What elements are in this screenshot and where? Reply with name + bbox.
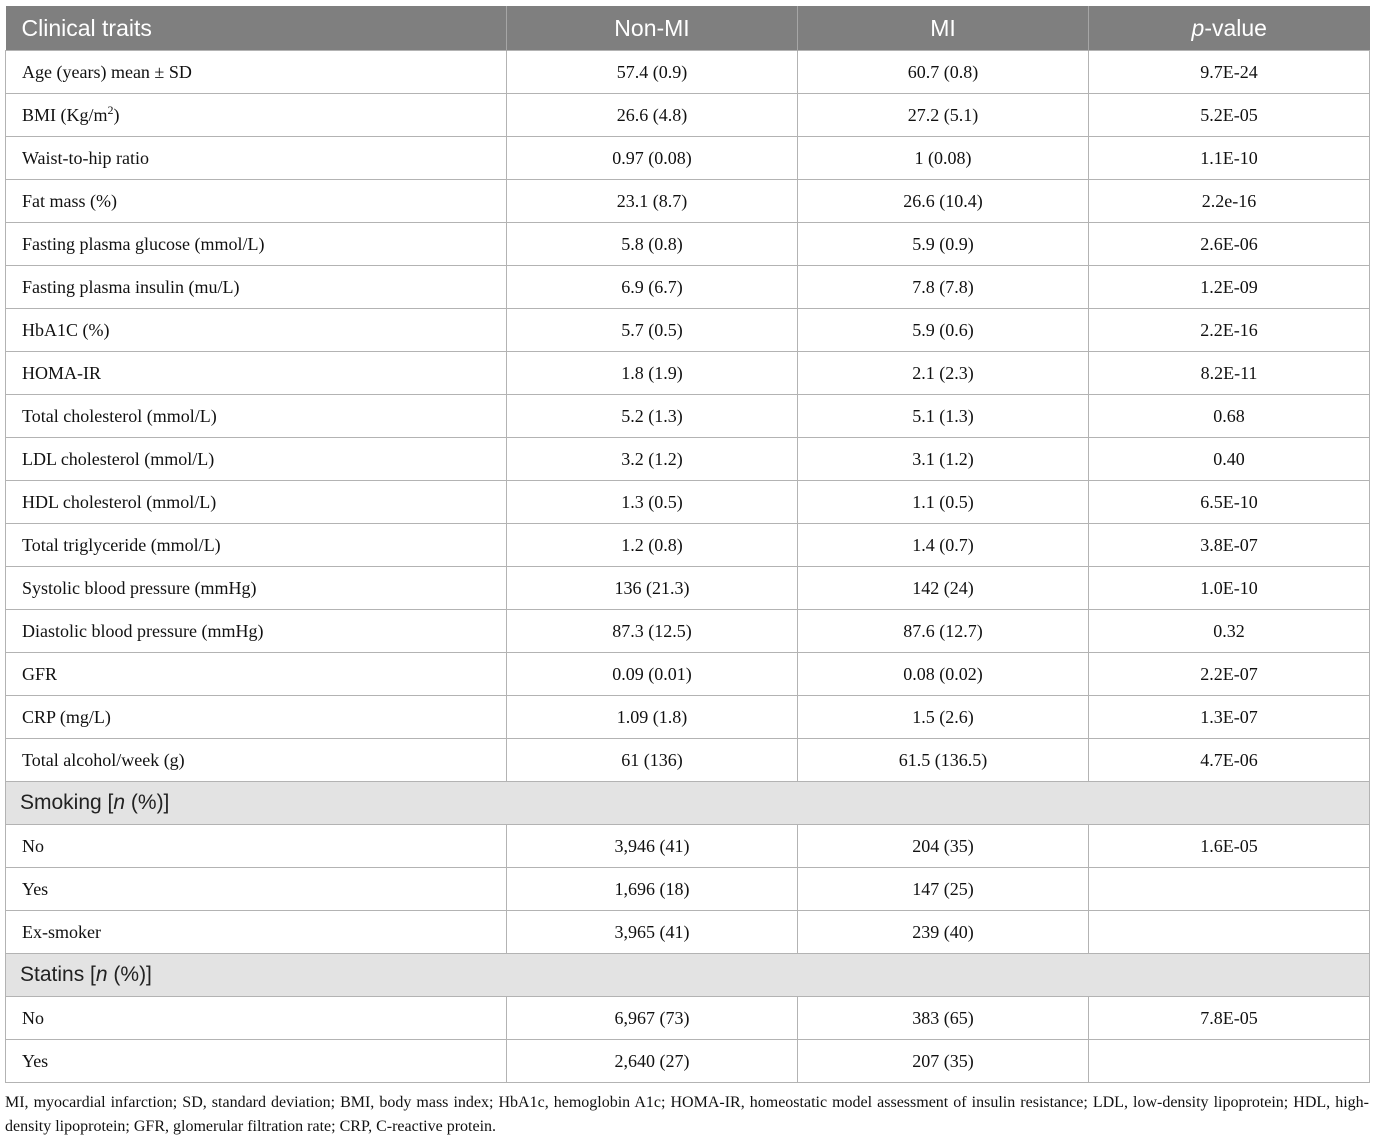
mi-cell: 204 (35): [798, 825, 1089, 868]
non-mi-cell: 5.8 (0.8): [507, 223, 798, 266]
mi-cell: 239 (40): [798, 911, 1089, 954]
table-row: [6, 696, 1370, 739]
table-row: [6, 567, 1370, 610]
section-title-text: Statins [: [20, 963, 96, 986]
mi-cell: 2.1 (2.3): [798, 352, 1089, 395]
row-label: Total triglyceride (mmol/L): [6, 524, 507, 567]
table-header-row: [6, 6, 1370, 51]
mi-cell: 61.5 (136.5): [798, 739, 1089, 782]
table-row: [6, 51, 1370, 94]
table-row: [6, 352, 1370, 395]
section-title-smoking: [6, 782, 1370, 825]
section-row-smoking: [6, 782, 1370, 825]
table-row: [6, 481, 1370, 524]
row-label-close: ): [113, 104, 120, 125]
non-mi-cell: 26.6 (4.8): [507, 94, 798, 137]
mi-cell: 3.1 (1.2): [798, 438, 1089, 481]
row-label: HbA1C (%): [6, 309, 507, 352]
non-mi-cell: 0.97 (0.08): [507, 137, 798, 180]
non-mi-cell: 1,696 (18): [507, 868, 798, 911]
table-row: [6, 868, 1370, 911]
mi-cell: 1.4 (0.7): [798, 524, 1089, 567]
section-title-n: n: [95, 963, 108, 986]
table-row: [6, 94, 1370, 137]
table-row: [6, 309, 1370, 352]
table-row: [6, 610, 1370, 653]
mi-cell: 7.8 (7.8): [798, 266, 1089, 309]
row-label: Ex-smoker: [6, 911, 507, 954]
section-row-statins: [6, 954, 1370, 997]
table-row: [6, 395, 1370, 438]
table-row: [6, 180, 1370, 223]
mi-cell: 207 (35): [798, 1040, 1089, 1083]
header-clinical-traits: Clinical traits: [6, 6, 507, 51]
row-label: HDL cholesterol (mmol/L): [6, 481, 507, 524]
row-label: Yes: [6, 1040, 507, 1083]
p-value-cell: 1.6E-05: [1089, 825, 1370, 868]
table-row: [6, 1040, 1370, 1083]
non-mi-cell: 57.4 (0.9): [507, 51, 798, 94]
table-row: [6, 825, 1370, 868]
non-mi-cell: 6,967 (73): [507, 997, 798, 1040]
p-value-cell: 1.1E-10: [1089, 137, 1370, 180]
row-label: CRP (mg/L): [6, 696, 507, 739]
non-mi-cell: 136 (21.3): [507, 567, 798, 610]
header-non-mi: Non-MI: [507, 6, 798, 51]
p-value-cell: 2.2E-07: [1089, 653, 1370, 696]
mi-cell: 383 (65): [798, 997, 1089, 1040]
row-label: Total cholesterol (mmol/L): [6, 395, 507, 438]
clinical-traits-table-container: [5, 6, 1369, 1083]
section-title-statins: [6, 954, 1370, 997]
row-label: GFR: [6, 653, 507, 696]
header-p-italic: p: [1191, 14, 1205, 41]
non-mi-cell: 1.8 (1.9): [507, 352, 798, 395]
header-p-value: [1089, 6, 1370, 51]
non-mi-cell: 6.9 (6.7): [507, 266, 798, 309]
section-title-text: Smoking [: [20, 791, 114, 814]
row-label: Fasting plasma insulin (mu/L): [6, 266, 507, 309]
non-mi-cell: 3.2 (1.2): [507, 438, 798, 481]
mi-cell: 26.6 (10.4): [798, 180, 1089, 223]
section-title-suffix: (%)]: [125, 791, 170, 814]
row-label: Fat mass (%): [6, 180, 507, 223]
mi-cell: 0.08 (0.02): [798, 653, 1089, 696]
mi-cell: 142 (24): [798, 567, 1089, 610]
mi-cell: 5.9 (0.6): [798, 309, 1089, 352]
mi-cell: 1.5 (2.6): [798, 696, 1089, 739]
row-label-text: BMI (Kg/m: [22, 104, 108, 125]
header-p-rest: -value: [1204, 14, 1267, 41]
p-value-cell: 8.2E-11: [1089, 352, 1370, 395]
row-label: Age (years) mean ± SD: [6, 51, 507, 94]
p-value-cell: [1089, 1040, 1370, 1083]
table-row: [6, 223, 1370, 266]
p-value-cell: 4.7E-06: [1089, 739, 1370, 782]
non-mi-cell: 1.3 (0.5): [507, 481, 798, 524]
mi-cell: 5.9 (0.9): [798, 223, 1089, 266]
table-row: [6, 911, 1370, 954]
p-value-cell: 0.32: [1089, 610, 1370, 653]
non-mi-cell: 1.09 (1.8): [507, 696, 798, 739]
mi-cell: 60.7 (0.8): [798, 51, 1089, 94]
p-value-cell: 9.7E-24: [1089, 51, 1370, 94]
row-label: No: [6, 997, 507, 1040]
table-row: [6, 524, 1370, 567]
p-value-cell: 1.3E-07: [1089, 696, 1370, 739]
p-value-cell: [1089, 868, 1370, 911]
table-footnote: MI, myocardial infarction; SD, standard deviation; BMI, body mass index; HbA1c, hemoglobin A1c; HOMA-IR, homeostatic model assessment of insulin resistance; LDL, low-density lipoprotein; HDL, high-density lipoprotein; GFR, glomerular filtration rate; CRP, C-reactive protein.: [5, 1094, 1369, 1135]
non-mi-cell: 1.2 (0.8): [507, 524, 798, 567]
table-row: [6, 438, 1370, 481]
clinical-traits-table: [5, 6, 1370, 1083]
non-mi-cell: 5.7 (0.5): [507, 309, 798, 352]
mi-cell: 5.1 (1.3): [798, 395, 1089, 438]
row-label: Waist-to-hip ratio: [6, 137, 507, 180]
p-value-cell: 1.0E-10: [1089, 567, 1370, 610]
row-label: Diastolic blood pressure (mmHg): [6, 610, 507, 653]
section-title-suffix: (%)]: [107, 963, 152, 986]
row-label: LDL cholesterol (mmol/L): [6, 438, 507, 481]
p-value-cell: 2.2e-16: [1089, 180, 1370, 223]
section-title-n: n: [113, 791, 126, 814]
row-label: Total alcohol/week (g): [6, 739, 507, 782]
p-value-cell: 2.2E-16: [1089, 309, 1370, 352]
table-row: [6, 137, 1370, 180]
row-label: Fasting plasma glucose (mmol/L): [6, 223, 507, 266]
mi-cell: 1 (0.08): [798, 137, 1089, 180]
row-label: No: [6, 825, 507, 868]
mi-cell: 147 (25): [798, 868, 1089, 911]
row-label: HOMA-IR: [6, 352, 507, 395]
non-mi-cell: 61 (136): [507, 739, 798, 782]
p-value-cell: 2.6E-06: [1089, 223, 1370, 266]
p-value-cell: 0.68: [1089, 395, 1370, 438]
row-label: [6, 94, 507, 137]
row-label: Systolic blood pressure (mmHg): [6, 567, 507, 610]
p-value-cell: 6.5E-10: [1089, 481, 1370, 524]
table-row: [6, 266, 1370, 309]
non-mi-cell: 3,965 (41): [507, 911, 798, 954]
table-row: [6, 653, 1370, 696]
table-row: [6, 739, 1370, 782]
non-mi-cell: 3,946 (41): [507, 825, 798, 868]
non-mi-cell: 5.2 (1.3): [507, 395, 798, 438]
mi-cell: 27.2 (5.1): [798, 94, 1089, 137]
p-value-cell: 5.2E-05: [1089, 94, 1370, 137]
non-mi-cell: 23.1 (8.7): [507, 180, 798, 223]
table-row: [6, 997, 1370, 1040]
non-mi-cell: 2,640 (27): [507, 1040, 798, 1083]
mi-cell: 87.6 (12.7): [798, 610, 1089, 653]
p-value-cell: [1089, 911, 1370, 954]
non-mi-cell: 0.09 (0.01): [507, 653, 798, 696]
p-value-cell: 1.2E-09: [1089, 266, 1370, 309]
row-label-superscript: 2: [107, 102, 114, 117]
row-label: Yes: [6, 868, 507, 911]
p-value-cell: 0.40: [1089, 438, 1370, 481]
non-mi-cell: 87.3 (12.5): [507, 610, 798, 653]
p-value-cell: 3.8E-07: [1089, 524, 1370, 567]
p-value-cell: 7.8E-05: [1089, 997, 1370, 1040]
mi-cell: 1.1 (0.5): [798, 481, 1089, 524]
header-mi: MI: [798, 6, 1089, 51]
